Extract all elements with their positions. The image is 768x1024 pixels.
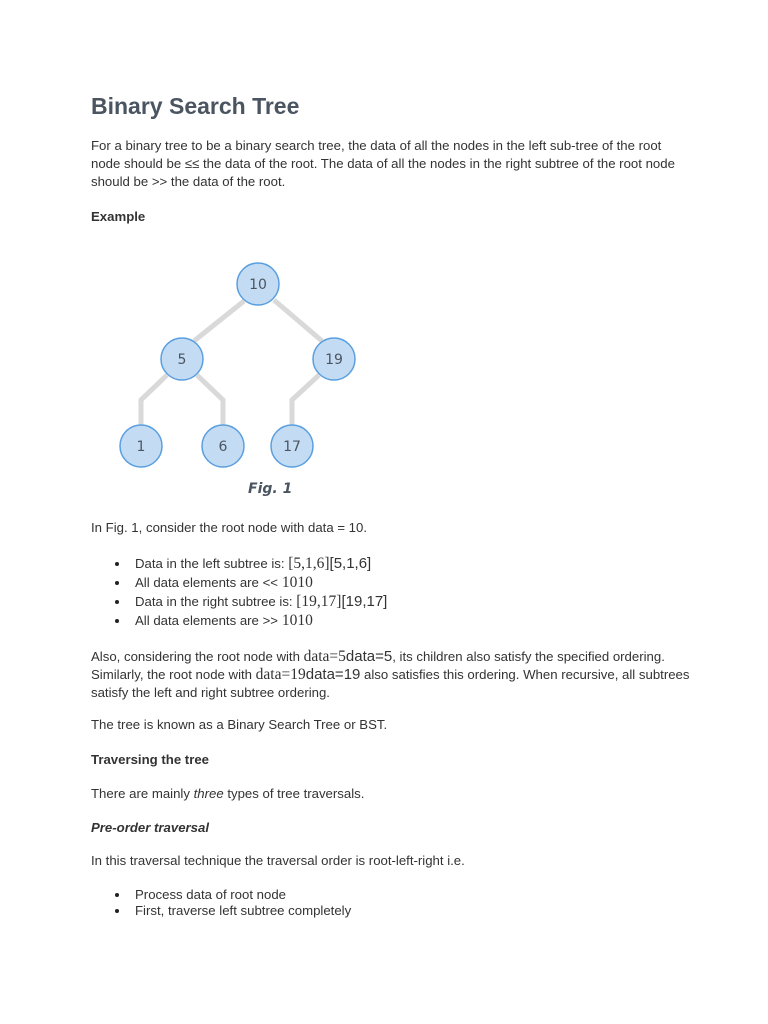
subtree-bullet-list — [91, 554, 387, 630]
preorder-step: Process data of root node — [91, 887, 351, 903]
tree-edge-n5-n1 — [141, 375, 167, 425]
tree-node-label: 5 — [177, 352, 187, 368]
intro-paragraph: For a binary tree to be a binary search tree, the data of all the nodes in the left sub-tree of the root node should be ≤≤ the data of the root. The data of all the nodes in the right subtree of the root node should be >> the data of the root. — [91, 138, 675, 189]
tree-edge-n10-n5 — [194, 301, 244, 341]
tree-node-label: 6 — [218, 439, 228, 455]
preorder-description: In this traversal technique the traversal order is root-left-right i.e. — [91, 853, 465, 868]
bullet-less-than: All data elements are << 1010 — [91, 573, 387, 592]
tree-edge-n5-n6 — [197, 375, 223, 425]
tree-node-label: 19 — [325, 352, 343, 368]
tree-node-label: 1 — [136, 439, 146, 455]
preorder-step: First, traverse left subtree completely — [91, 903, 351, 919]
tree-edge-n10-n19 — [274, 300, 322, 341]
bullet-left-subtree: Data in the left subtree is: [5,1,6][5,1,6] — [91, 554, 387, 573]
page-title: Binary Search Tree — [91, 93, 300, 119]
bst-diagram — [110, 248, 370, 478]
traversing-heading: Traversing the tree — [91, 752, 210, 767]
preorder-steps-list — [91, 887, 351, 919]
bullet-greater-than: All data elements are >> 1010 — [91, 611, 387, 630]
traversal-types-paragraph: There are mainly three types of tree traversals. — [91, 786, 365, 801]
example-heading: Example — [91, 209, 146, 224]
consider-paragraph: In Fig. 1, consider the root node with data = 10. — [91, 520, 368, 535]
preorder-heading: Pre-order traversal — [91, 820, 210, 835]
bullet-right-subtree: Data in the right subtree is: [19,17][19,17] — [91, 592, 387, 611]
tree-node-label: 17 — [283, 439, 301, 455]
figure-caption: Fig. 1 — [248, 481, 293, 497]
tree-edge-n19-n17 — [292, 375, 319, 425]
known-as-paragraph: The tree is known as a Binary Search Tree or BST. — [91, 717, 388, 732]
tree-node-label: 10 — [249, 277, 267, 293]
also-paragraph: Also, considering the root node with data=5data=5, its children also satisfy the specified ordering. Similarly, the root node with data=19data=19 also satisfies this ordering. When recursive, all subtrees satisfy the left and right subtree ordering. — [91, 648, 690, 700]
